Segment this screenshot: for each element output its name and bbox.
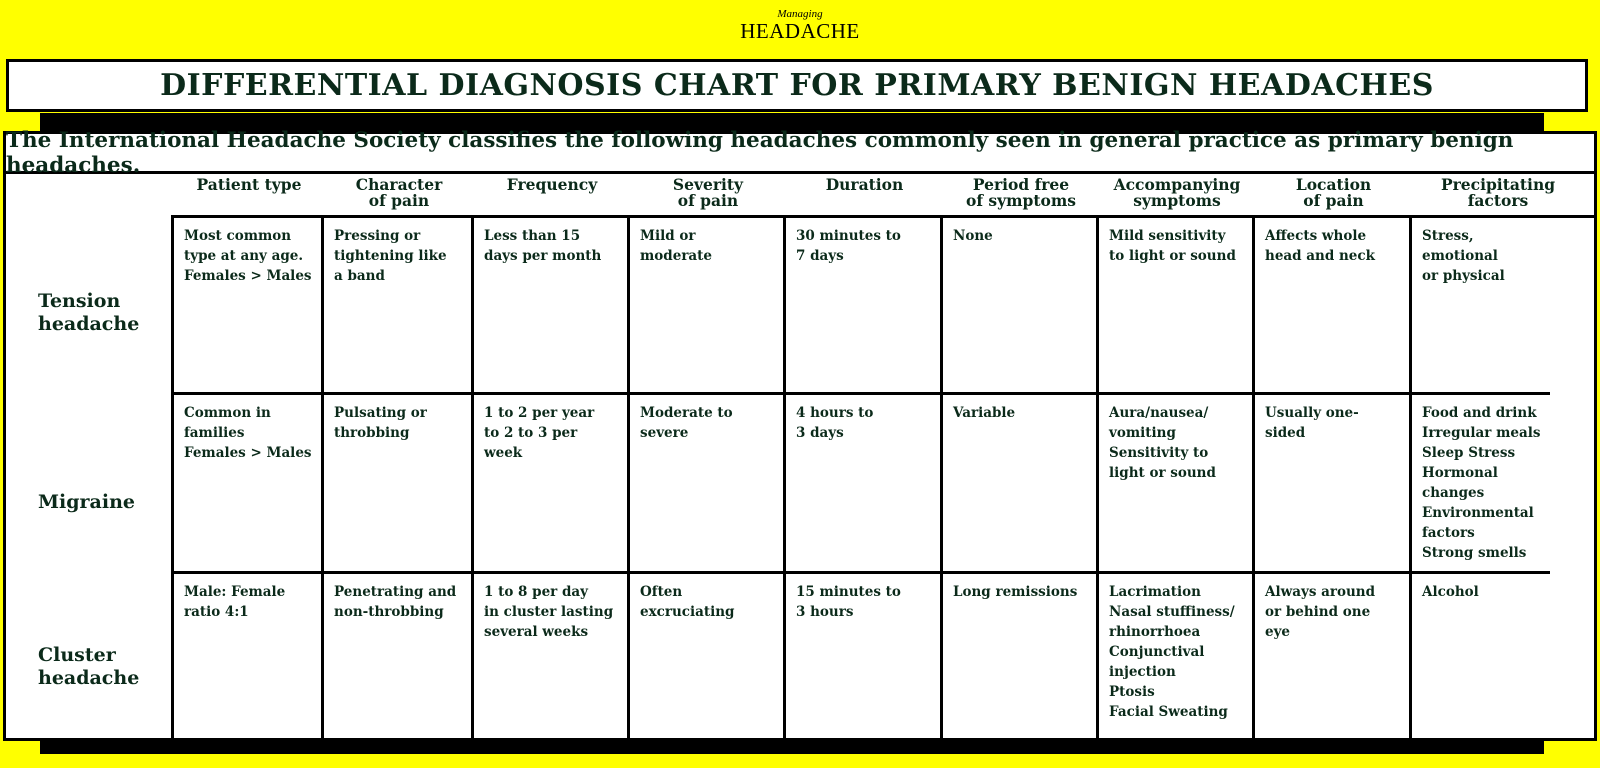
column-header-label: Duration — [825, 175, 904, 194]
column-header-patient-type — [174, 177, 324, 215]
diagnosis-table — [171, 215, 1594, 738]
table-cell: Pulsating or throbbing — [324, 395, 474, 574]
row-label-tension: Tension headache — [38, 290, 140, 335]
column-header-severity — [630, 177, 786, 215]
title-banner — [6, 59, 1588, 112]
table-cell: Usually one- sided — [1255, 395, 1412, 574]
table-cell: 4 hours to 3 days — [786, 395, 943, 574]
column-header-duration — [786, 177, 943, 215]
row-label-migraine: Migraine — [38, 491, 135, 513]
table-cell: Always around or behind one eye — [1255, 574, 1412, 738]
column-header-label: Frequency — [506, 175, 598, 194]
table-cell: Common in families Females > Males — [174, 395, 324, 574]
column-header-label: Location of pain — [1295, 175, 1372, 210]
column-header-label: Character of pain — [355, 175, 443, 210]
subtitle-row — [6, 127, 1594, 178]
table-cell: Mild sensitivity to light or sound — [1099, 218, 1255, 395]
table-cell: Lacrimation Nasal stuffiness/ rhinorrhoea Conjunctival injection Ptosis Facial Sweating — [1099, 574, 1255, 738]
table-cell: 1 to 8 per day in cluster lasting several weeks — [474, 574, 630, 738]
table-cell: Pressing or tightening like a band — [324, 218, 474, 395]
table-cell: Moderate to severe — [630, 395, 786, 574]
table-cell: Less than 15 days per month — [474, 218, 630, 395]
table-cell: Male: Female ratio 4:1 — [174, 574, 324, 738]
column-header-label: Accompanying symptoms — [1113, 175, 1241, 210]
table-cell: Most common type at any age. Females > Males — [174, 218, 324, 395]
table-cell: None — [943, 218, 1099, 395]
column-header-character — [324, 177, 474, 215]
subtitle: The International Headache Society classifies the following headaches commonly seen in general practice as primary benign headaches. — [6, 127, 1514, 178]
brand-main-text: HEADACHE — [740, 19, 860, 43]
table-cell: Mild or moderate — [630, 218, 786, 395]
column-header-label: Precipitating factors — [1440, 175, 1556, 210]
column-header-period-free — [943, 177, 1099, 215]
table-cell: Stress, emotional or physical — [1412, 218, 1550, 395]
column-header-frequency — [474, 177, 630, 215]
chart-panel — [3, 127, 1597, 741]
table-cell: 15 minutes to 3 hours — [786, 574, 943, 738]
brand-small-text: Managing — [777, 8, 823, 20]
table-cell: Aura/nausea/ vomiting Sensitivity to light or sound — [1099, 395, 1255, 574]
table-cell: Penetrating and non-throbbing — [324, 574, 474, 738]
page-title: DIFFERENTIAL DIAGNOSIS CHART FOR PRIMARY BENIGN HEADACHES — [160, 68, 1434, 103]
table-cell: Alcohol — [1422, 584, 1479, 600]
panel-shadow — [40, 740, 1544, 754]
table-cell: 1 to 2 per year to 2 to 3 per week — [474, 395, 630, 574]
row-label-cluster: Cluster headache — [38, 644, 140, 689]
column-header-accompanying — [1099, 177, 1255, 215]
table-cell: Food and drink Irregular meals Sleep Stress Hormonal changes Environmental factors Strong smells — [1412, 395, 1550, 574]
table-cell: 30 minutes to 7 days — [786, 218, 943, 395]
brand-logo — [0, 8, 1600, 42]
table-cell: Variable — [943, 395, 1099, 574]
column-header-label: Patient type — [196, 175, 302, 194]
table-cell: Long remissions — [943, 574, 1099, 738]
column-header-label: Period free of symptoms — [966, 175, 1076, 210]
table-cell: Affects whole head and neck — [1255, 218, 1412, 395]
column-header-precipitating — [1412, 177, 1584, 215]
table-cell: Often excruciating — [630, 574, 786, 738]
column-header-location — [1255, 177, 1412, 215]
column-header-label: Severity of pain — [672, 175, 744, 210]
